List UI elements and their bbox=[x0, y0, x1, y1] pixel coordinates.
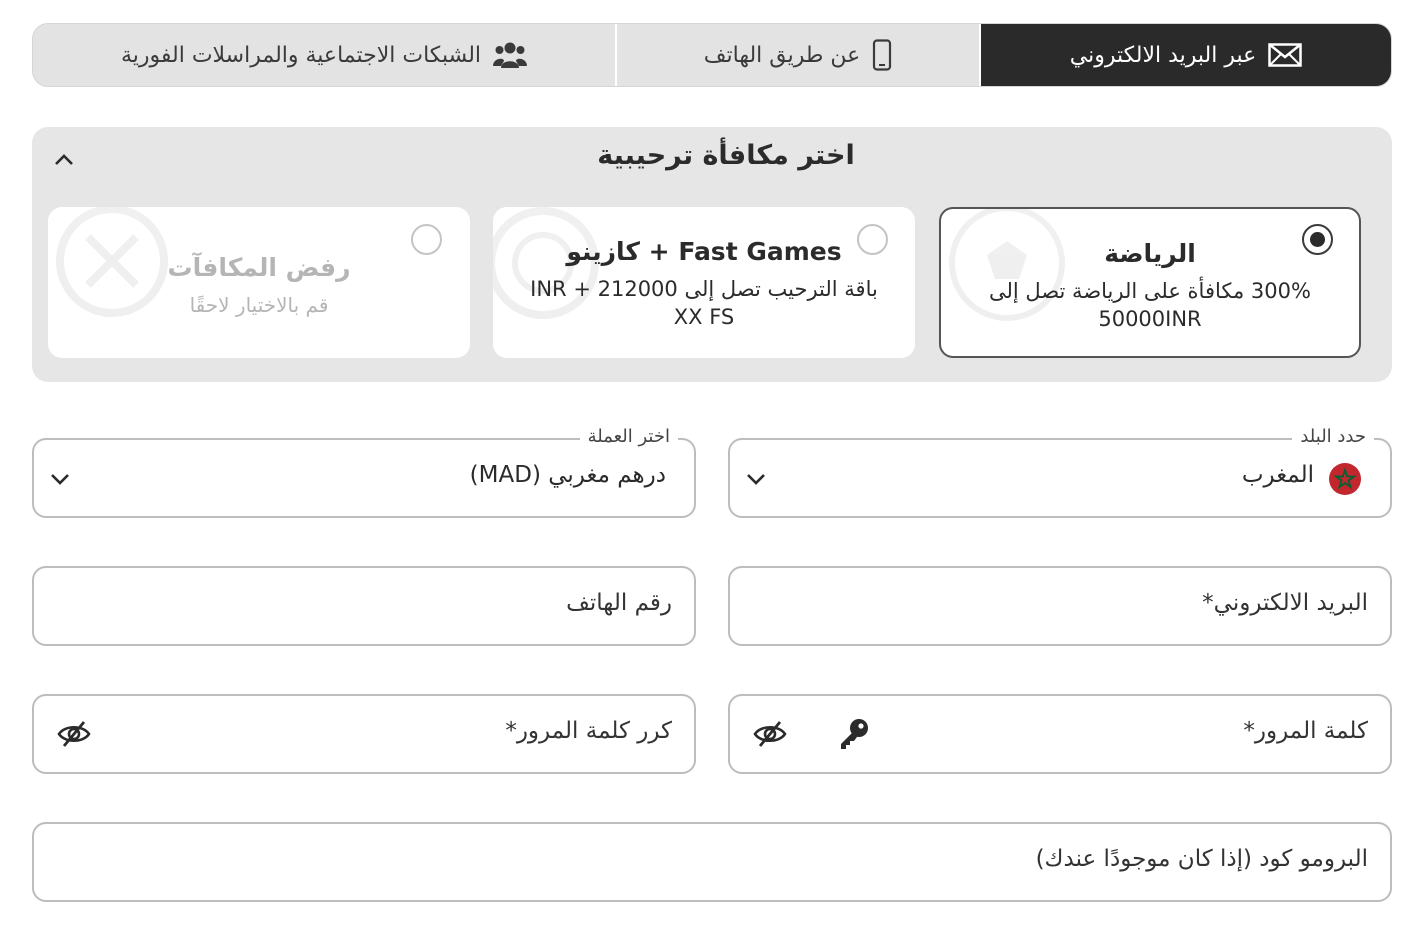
tab-social-label: الشبكات الاجتماعية والمراسلات الفورية bbox=[120, 42, 482, 68]
password-repeat-placeholder: كرر كلمة المرور* bbox=[505, 718, 672, 744]
bonus-card-title: الرياضة bbox=[1104, 239, 1196, 268]
chevron-down-icon[interactable] bbox=[48, 467, 72, 491]
bonus-card-desc: XX FS bbox=[673, 305, 735, 329]
bonus-card-title: Fast Games + كازينو bbox=[566, 237, 842, 266]
promo-code-placeholder: البرومو كود (إذا كان موجودًا عندك) bbox=[1035, 846, 1368, 872]
bonus-card-desc: باقة الترحيب تصل إلى 212000 + INR bbox=[530, 277, 878, 301]
password-placeholder: كلمة المرور* bbox=[1243, 718, 1368, 744]
registration-method-tabs bbox=[32, 23, 1392, 87]
tab-email[interactable] bbox=[979, 24, 1391, 86]
chevron-down-icon[interactable] bbox=[744, 467, 768, 491]
morocco-flag-icon bbox=[1328, 462, 1362, 496]
password-repeat-field[interactable] bbox=[32, 694, 696, 774]
users-icon bbox=[493, 41, 527, 69]
phone-placeholder: رقم الهاتف bbox=[566, 590, 672, 616]
bonus-card-title: رفض المكافآت bbox=[167, 253, 351, 282]
tab-email-label: عبر البريد الالكتروني bbox=[1069, 42, 1257, 68]
envelope-icon bbox=[1268, 43, 1302, 67]
bonus-radio-decline[interactable] bbox=[411, 224, 442, 255]
tab-phone[interactable] bbox=[615, 24, 979, 86]
eye-slash-icon[interactable] bbox=[56, 718, 92, 750]
phone-field[interactable] bbox=[32, 566, 696, 646]
key-icon[interactable] bbox=[836, 716, 872, 752]
bonus-card-decline[interactable] bbox=[48, 207, 470, 358]
currency-legend: اختر العملة bbox=[580, 426, 678, 447]
bonus-card-desc: 50000INR bbox=[1098, 307, 1202, 331]
promo-code-field[interactable] bbox=[32, 822, 1392, 902]
bonus-radio-casino[interactable] bbox=[857, 224, 888, 255]
currency-select[interactable] bbox=[32, 426, 696, 518]
country-select[interactable] bbox=[728, 426, 1392, 518]
eye-slash-icon[interactable] bbox=[752, 718, 788, 750]
chevron-up-icon[interactable] bbox=[52, 148, 76, 172]
tab-phone-label: عن طريق الهاتف bbox=[703, 42, 861, 68]
bonus-card-desc: قم بالاختيار لاحقًا bbox=[189, 293, 329, 317]
email-field[interactable] bbox=[728, 566, 1392, 646]
bonus-card-casino[interactable] bbox=[493, 207, 915, 358]
currency-value: درهم مغربي (MAD) bbox=[469, 462, 666, 488]
password-field[interactable] bbox=[728, 694, 1392, 774]
country-value: المغرب bbox=[1241, 462, 1314, 488]
bonus-title: اختر مكافأة ترحيبية bbox=[597, 140, 855, 171]
bonus-card-desc: 300% مكافأة على الرياضة تصل إلى bbox=[989, 279, 1311, 303]
tab-social[interactable] bbox=[33, 24, 615, 86]
email-placeholder: البريد الالكتروني* bbox=[1202, 590, 1368, 616]
bonus-card-sport[interactable] bbox=[939, 207, 1361, 358]
phone-icon bbox=[872, 39, 892, 71]
country-legend: حدد البلد bbox=[1292, 426, 1374, 447]
bonus-radio-sport[interactable] bbox=[1302, 224, 1333, 255]
